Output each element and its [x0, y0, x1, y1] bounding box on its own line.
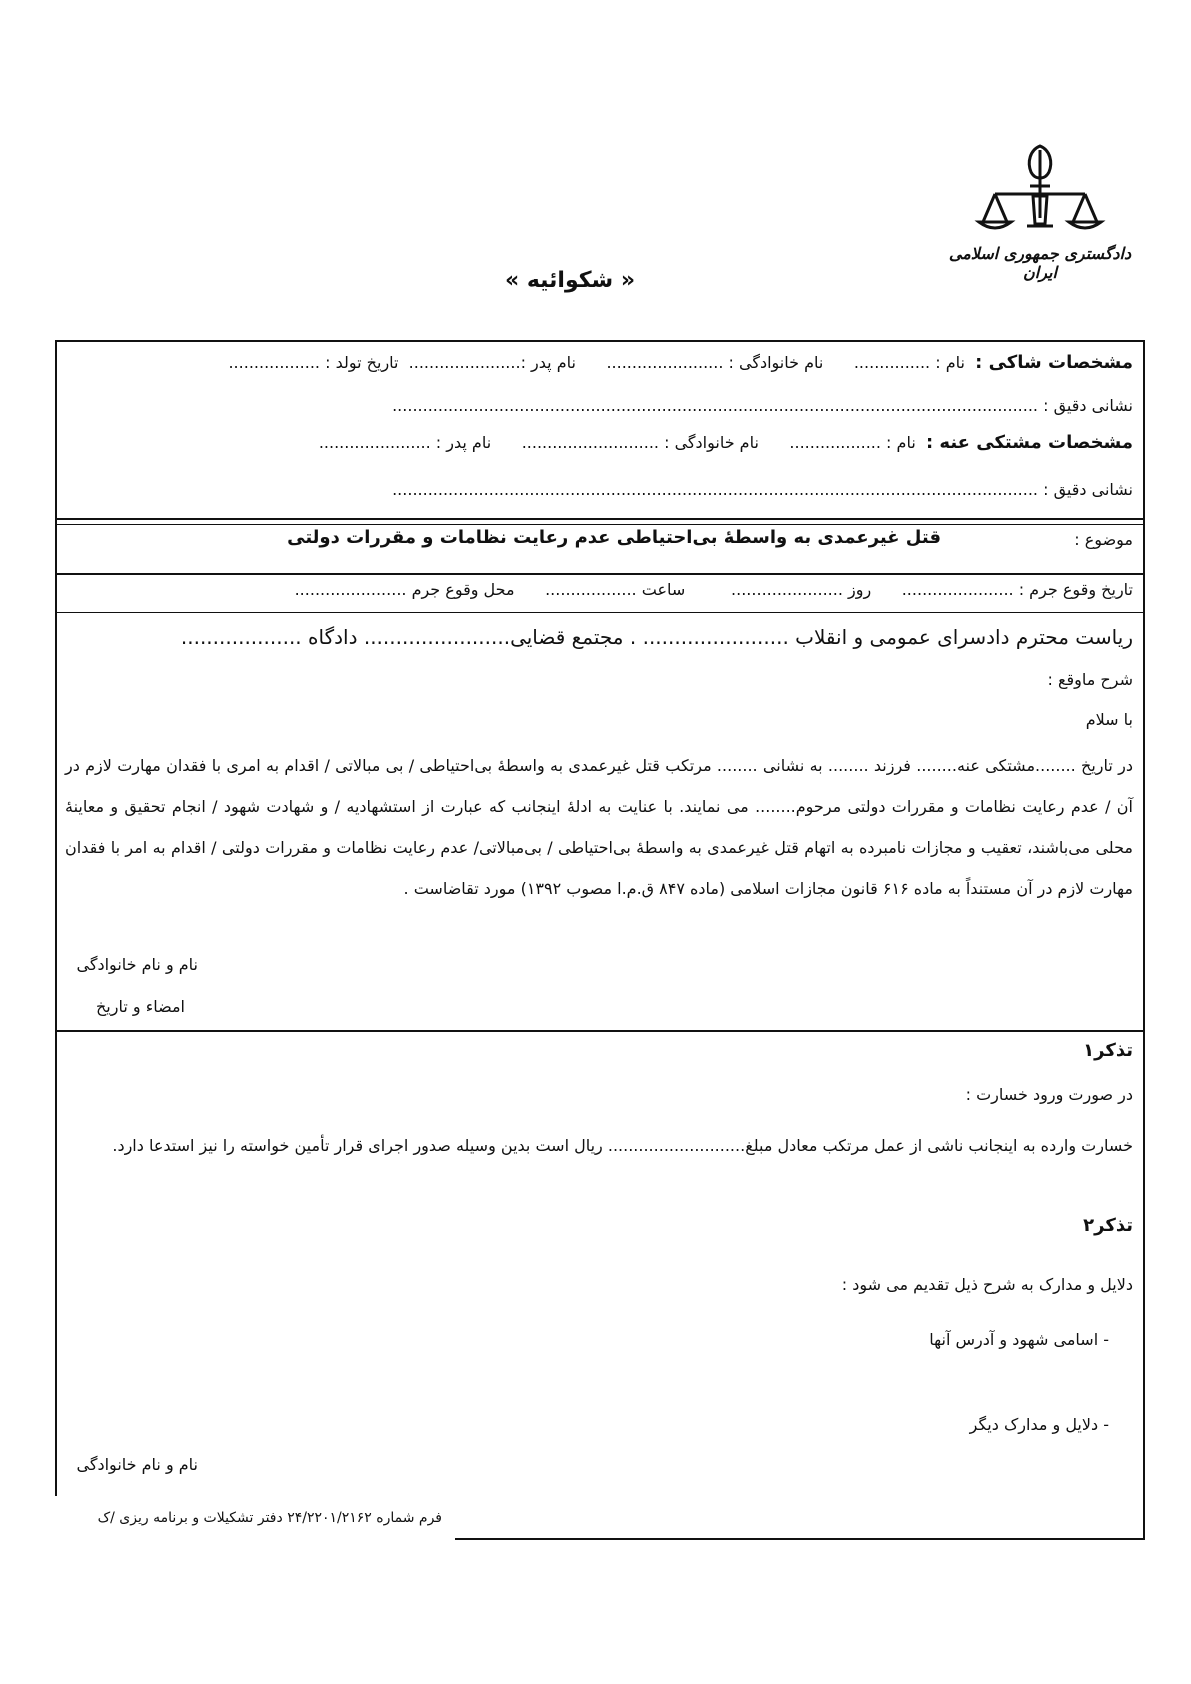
form-frame — [55, 340, 1145, 1540]
divider — [55, 612, 1145, 613]
page-title: « شکوائیه » — [504, 268, 636, 293]
complainant-father-field[interactable]: نام پدر :...................... — [408, 353, 576, 372]
complainant-row — [228, 352, 1133, 373]
note2-item-witnesses[interactable]: - اسامی شهود و آدرس آنها — [929, 1330, 1109, 1349]
complaint-body[interactable]: در تاریخ ........مشتکی عنه........ فرزند ........ به نشانی ........ مرتکب قتل غیرعمدی به واسطهٔ بی‌احتیاطی / بی مبالاتی / اقدام به امری با فقدان مهارت لازم در آن / عدم رعایت نظامات و مقررات دولتی مرحوم........ می نمایند. با عنایت به ادلهٔ اینجانب که عبارت از استشهادیه / و شهادت شهود / انجام تحقیق و معاینهٔ محلی می‌باشند، تعقیب و مجازات نامبرده به اتهام قتل غیرعمدی به واسطهٔ بی‌احتیاطی / بی‌مبالاتی/ عدم رعایت نظامات و مقررات دولتی / اقدام به امر با فقدان مهارت لازم در آن مستنداً به ماده ۶۱۶ قانون مجازات اسلامی (ماده ۸۴۷ ق.م.ا مصوب ۱۳۹۲) مورد تقاضاست . — [65, 756, 1133, 898]
crime-place-field[interactable]: محل وقوع جرم ...................... — [294, 580, 515, 599]
signature-name-label: نام و نام خانوادگی — [76, 955, 198, 974]
addressee-line[interactable]: ریاست محترم دادسرای عمومی و انقلاب ....................... . مجتمع قضایی....................... دادگاه ................... — [180, 625, 1133, 649]
divider — [55, 1030, 1145, 1032]
divider — [55, 573, 1145, 575]
defendant-row — [319, 432, 1133, 453]
defendant-name-field[interactable]: نام : .................. — [789, 433, 916, 452]
subject-value: قتل غیرعمدی به واسطهٔ بی‌احتیاطی عدم رعایت نظامات و مقررات دولتی — [287, 527, 941, 548]
complainant-address-field[interactable]: نشانی دقیق : ............................................................................................................................... — [392, 396, 1133, 415]
greeting: با سلام — [1085, 710, 1133, 729]
divider — [55, 524, 1145, 525]
crime-hour-field[interactable]: ساعت .................. — [545, 580, 686, 599]
note1-title: تذکر۱ — [1083, 1040, 1133, 1061]
complainant-family-field[interactable]: نام خانوادگی : ....................... — [606, 353, 824, 372]
divider — [55, 518, 1145, 520]
note2-title: تذکر۲ — [1083, 1215, 1133, 1236]
defendant-family-field[interactable]: نام خانوادگی : ........................... — [521, 433, 759, 452]
defendant-father-field[interactable]: نام پدر : ...................... — [318, 433, 492, 452]
note1-condition: در صورت ورود خسارت : — [965, 1085, 1133, 1104]
subject-label: موضوع : — [1074, 530, 1133, 549]
complainant-label: مشخصات شاکی : — [975, 352, 1133, 373]
frame-bottom-gap — [55, 1534, 455, 1540]
crime-date-field[interactable]: تاریخ وقوع جرم : ...................... — [901, 580, 1133, 599]
defendant-address-field[interactable]: نشانی دقیق : ............................................................................................................................... — [392, 480, 1133, 499]
complainant-name-field[interactable]: نام : ............... — [853, 353, 965, 372]
signature-sign-label: امضاء و تاریخ — [95, 997, 185, 1016]
description-label: شرح ماوقع : — [1047, 670, 1133, 689]
crime-day-field[interactable]: روز ...................... — [731, 580, 872, 599]
note1-text[interactable]: خسارت وارده به اینجانب ناشی از عمل مرتکب معادل مبلغ........................... ریال است بدین وسیله صدور اجرای قرار تأمین خواسته را نیز استدعا دارد. — [112, 1136, 1133, 1155]
note2-item-other-evidence[interactable]: - دلایل و مدارک دیگر — [969, 1415, 1109, 1434]
form-frame-left-edge — [55, 340, 57, 1496]
defendant-label: مشخصات مشتکی عنه : — [925, 432, 1133, 453]
form-number: فرم شماره ۲۴/۲۲۰۱/۲۱۶۲ دفتر تشکیلات و برنامه ریزی /ک — [97, 1510, 442, 1526]
bottom-name-label: نام و نام خانوادگی — [76, 1455, 198, 1474]
complainant-birth-field[interactable]: تاریخ تولد : .................. — [228, 353, 399, 372]
emblem-caption: دادگستری جمهوری اسلامی ایران — [948, 244, 1132, 282]
crime-info-row — [295, 580, 1133, 599]
note2-intro: دلایل و مدارک به شرح ذیل تقدیم می شود : — [841, 1275, 1133, 1294]
